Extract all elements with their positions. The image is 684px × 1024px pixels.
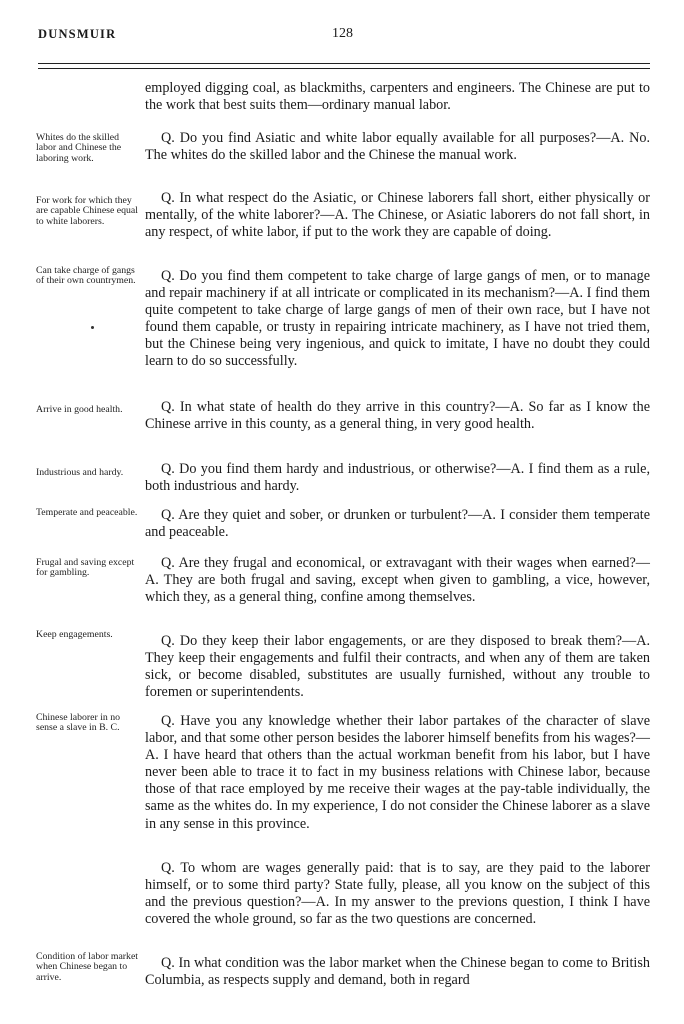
paragraph-question: Q. In what state of health do they arrive in this country?—A. So far as I know the Chinese arrive in this county, as a general thing, in very good health. — [145, 399, 650, 433]
running-head: DUNSMUIR — [38, 27, 117, 41]
paragraph-question: Q. To whom are wages generally paid: that is to say, are they paid to the laborer himself, or to some third party? State fully, please, all you know on the subject of this and the previous question?—A. In my answer to the previons question, I think I have covered the whole ground, so far as the two questions are concerned. — [145, 860, 650, 928]
paragraph-question: Q. Have you any knowledge whether their labor partakes of the character of slave labor, and that some other person besides the laborer himself benefits from his wages?—A. I have heard that others than the actual workman benefit from his labor, but I have never been able to trace it to fact in my business relations with Chinese labor, because those of that race employed by me receive their wages at the pay-table individually, the same as the whites do. In my experience, I do not consider the Chinese laborer as a slave in any sense in this province. — [145, 713, 650, 832]
margin-note: Temperate and peaceable. — [36, 507, 138, 518]
margin-note: Can take charge of gangs of their own countrymen. — [36, 265, 136, 287]
margin-note: Industrious and hardy. — [36, 467, 124, 478]
margin-note: Chinese laborer in no sense a slave in B. C. — [36, 712, 121, 734]
paragraph-question: Q. Do you find Asiatic and white labor equally available for all purposes?—A. No. The whites do the skilled labor and the Chinese the manual work. — [145, 130, 650, 164]
margin-note: For work for which they are capable Chinese equal to white laborers. — [36, 195, 138, 227]
margin-note: Condition of labor market when Chinese began to arrive. — [36, 951, 139, 983]
paragraph-question: Q. In what condition was the labor market when the Chinese began to come to British Columbia, as respects supply and demand, both in regard — [145, 955, 650, 989]
stray-dot-mark — [91, 326, 94, 329]
margin-note: Keep engagements. — [36, 629, 113, 640]
margin-note: Frugal and saving except for gambling. — [36, 557, 135, 579]
paragraph-question: Q. Do they keep their labor engagements, or are they disposed to break them?—A. They keep their engagements and fulfil their contracts, and when any of them are taken sick, or become disabled, substitutes are usually furnished, without any trouble to foremen or superintendents. — [145, 633, 650, 701]
header-rule-thick — [38, 63, 650, 64]
paragraph-continued: employed digging coal, as blackmiths, carpenters and engineers. The Chinese are put to the work that best suits them—ordinary manual labor. — [145, 80, 650, 114]
paragraph-question: Q. Do you find them competent to take charge of large gangs of men, or to manage and repair machinery if at all intricate or complicated in its mechanism?—A. I find them quite competent to take charge of large gangs of men of their own race, but I have not found them capable, or trusty in repairing intricate machinery, as I have not tried them, but the Chinese being very ingenious, and quick to imitate, I have no doubt they could learn to do so successfully. — [145, 268, 650, 370]
page-header — [38, 27, 650, 47]
margin-note: Arrive in good health. — [36, 404, 123, 415]
paragraph-question: Q. Are they frugal and economical, or extravagant with their wages when earned?—A. They are both frugal and saving, except when given to gambling, a vice, however, which they, as a general thing, confine among themselves. — [145, 555, 650, 606]
page-number: 128 — [332, 26, 353, 41]
margin-note: Whites do the skilled labor and Chinese the laboring work. — [36, 132, 122, 164]
header-rule-thin — [38, 68, 650, 69]
paragraph-question: Q. Are they quiet and sober, or drunken or turbulent?—A. I consider them temperate and peaceable. — [145, 507, 650, 541]
paragraph-question: Q. Do you find them hardy and industrious, or otherwise?—A. I find them as a rule, both industrious and hardy. — [145, 461, 650, 495]
paragraph-question: Q. In what respect do the Asiatic, or Chinese laborers fall short, either physically or mentally, of the white laborer?—A. The Chinese, or Asiatic laborers do not fall short, in any respect, of white labor, if put to the work they are capable of doing. — [145, 190, 650, 241]
